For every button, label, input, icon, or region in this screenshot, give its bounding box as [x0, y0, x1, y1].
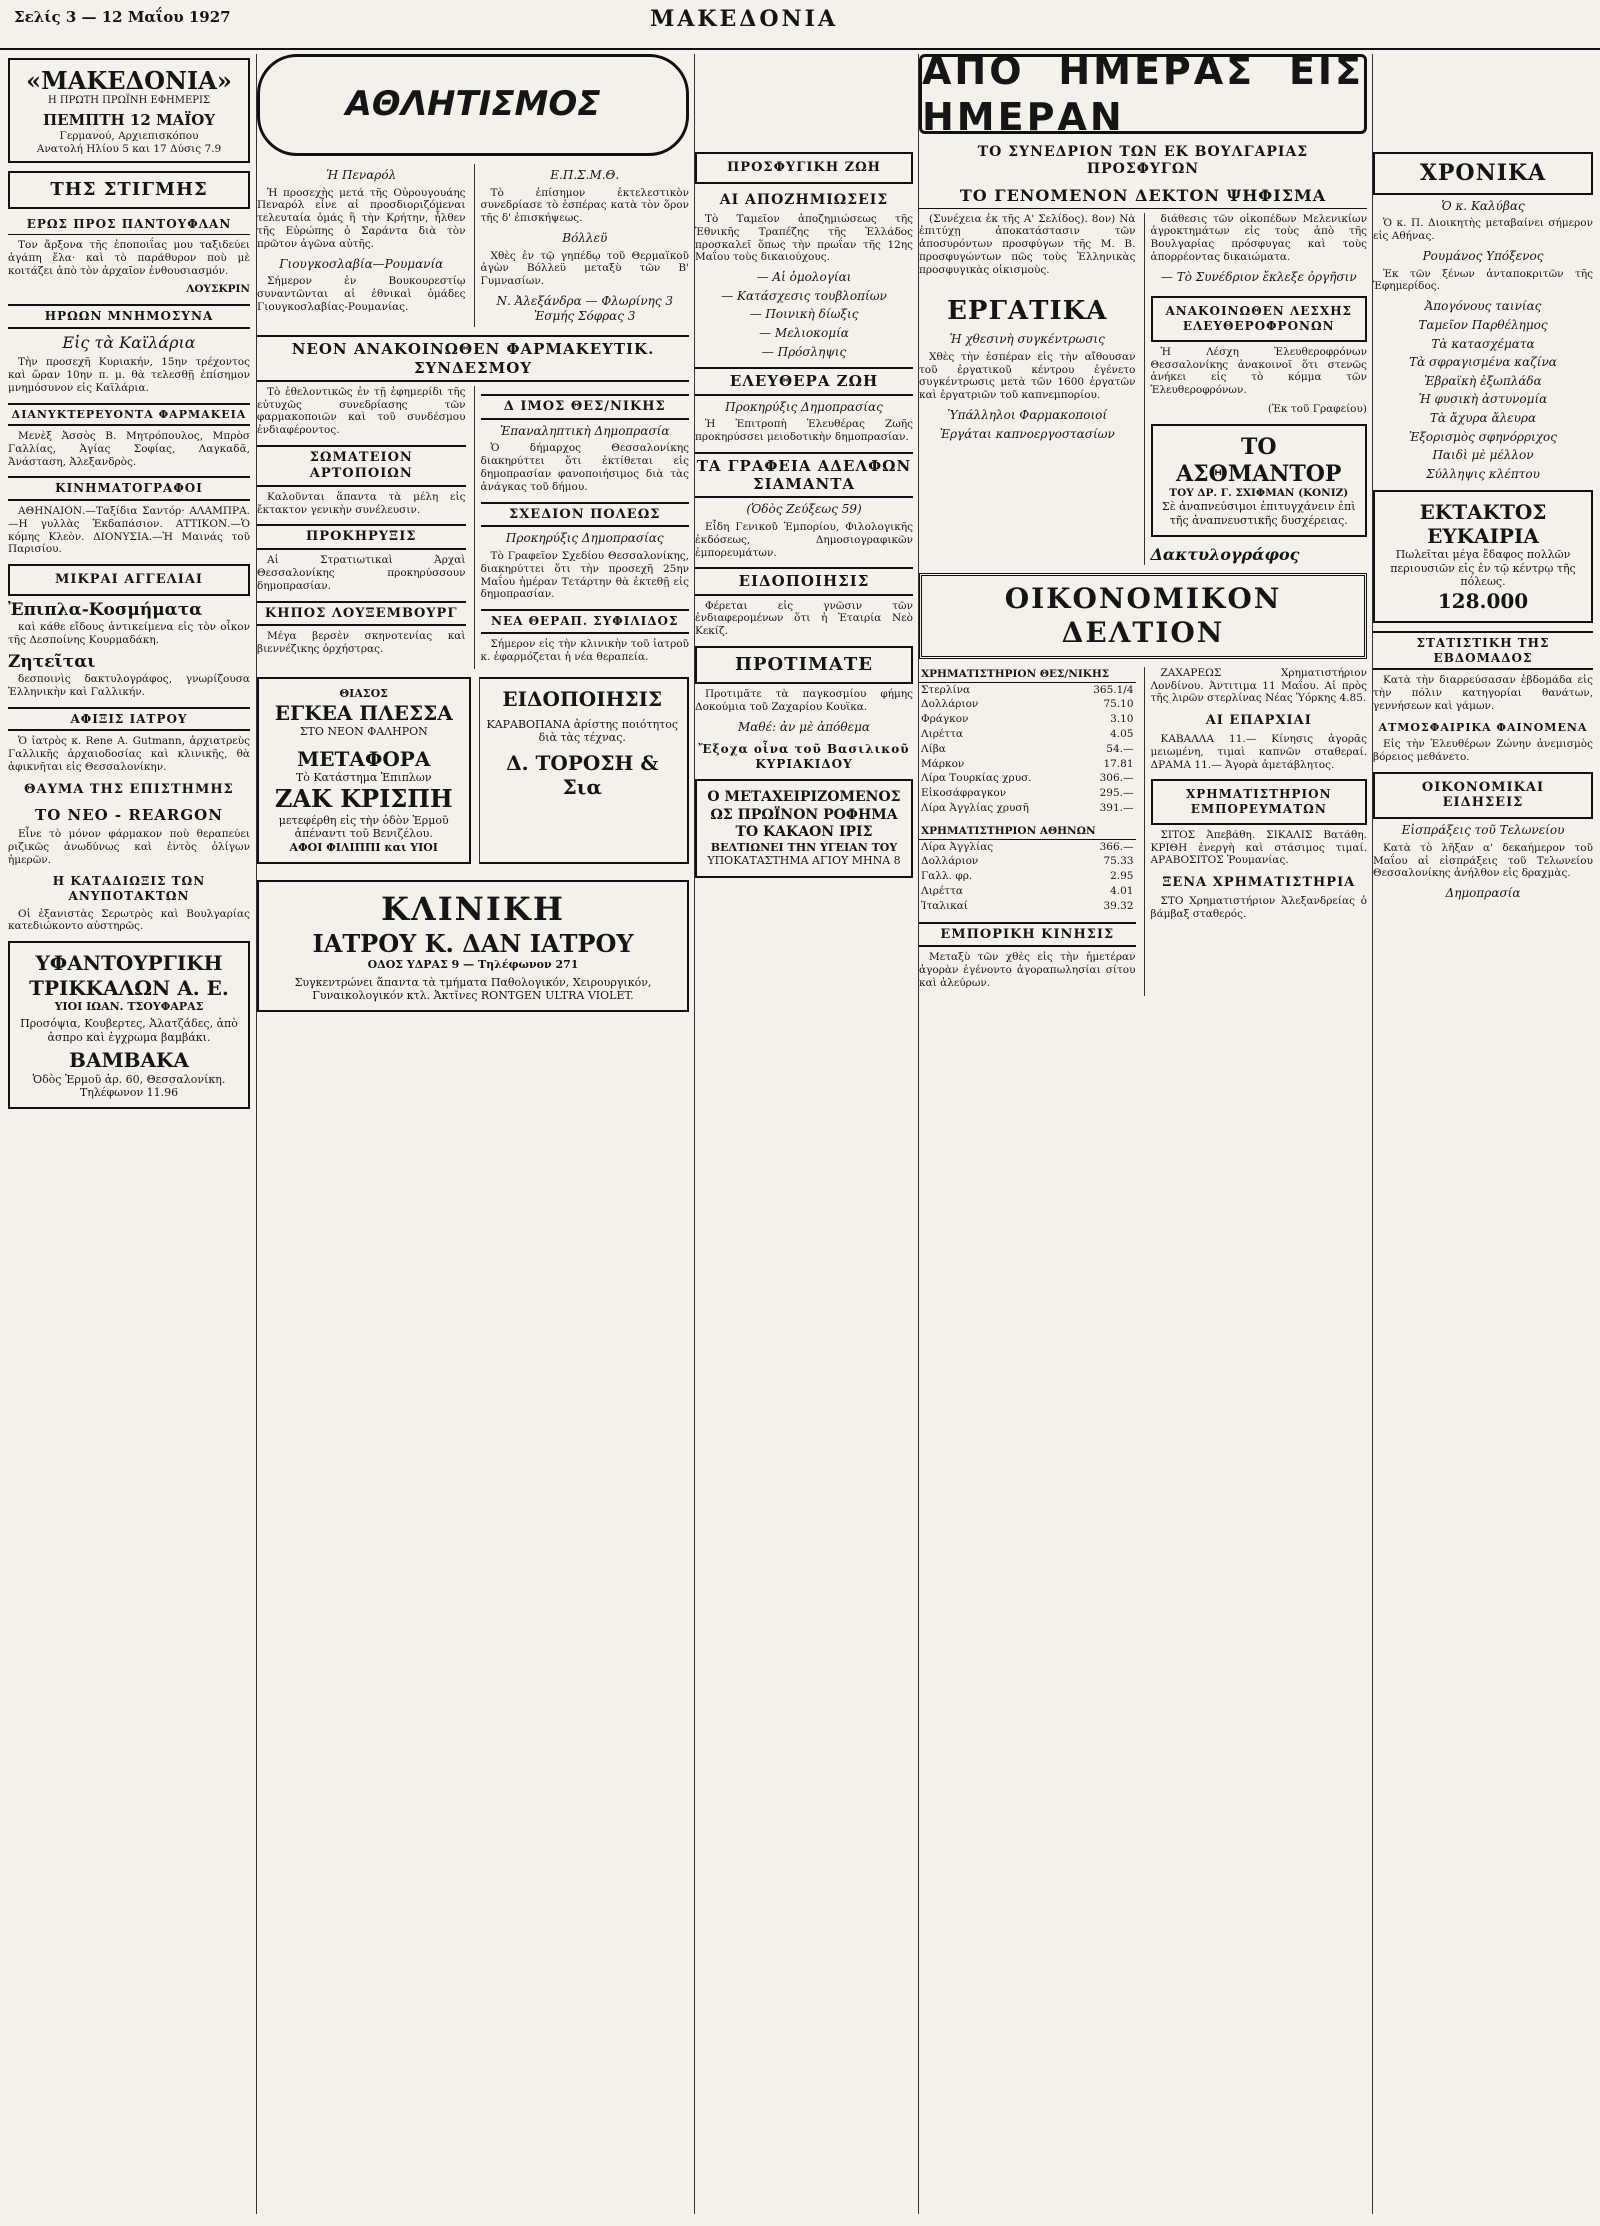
middle-right	[474, 386, 690, 670]
column-4	[918, 54, 1367, 2214]
clinic-address: ΟΔΟΣ ΥΔΡΑΣ 9 — Τηλέφωνον 271	[367, 958, 579, 972]
sports-right-title3: Ν. Ἀλεξάνδρα — Φλωρίνης 3 Ἐσμής Σόφρας 3	[496, 294, 673, 323]
sports-right-title: Ε.Π.Σ.Μ.Θ.	[550, 168, 620, 182]
finance-left	[919, 667, 1136, 996]
exchange-value: 306.—	[1099, 772, 1134, 785]
labor-row	[919, 288, 1367, 564]
chronicles-sec9: Τὰ ἄχυρα ἄλευρα	[1429, 411, 1537, 426]
exchange-heading: ΧΡΗΜΑΤΙΣΤΗΡΙΟΝ ΘΕΣ/ΝΙΚΗΣ	[919, 667, 1136, 682]
classified-2-title: Ζητεῖται	[8, 652, 96, 673]
science-body: Εἶνε τὸ μόνον φάρμακον ποὺ θεραπεύει ριζικῶς ἀνωδύνως καὶ ἐντὸς ὀλίγων ἡμερῶν.	[8, 827, 250, 866]
masthead-date: Σελίς 3 — 12 Μαΐου 1927	[14, 8, 231, 26]
masthead-paper: ΜΑΚΕΔΟΝΙΑ	[650, 6, 839, 32]
proclamations-title: ΠΡΟΚΗΡΥΞΙΣ	[257, 524, 466, 550]
exchange-name: Στερλίνα	[921, 683, 971, 696]
bulgarian-sec: — Τὸ Συνέδριον ἔκλεξε ὀργῆσιν	[1160, 269, 1357, 284]
exchange-name: Ἰταλικαί	[921, 899, 968, 912]
refugee-heading: ΠΡΟΣΦΥΓΙΚΗ ΖΩΗ	[695, 152, 913, 184]
exchange-value: 4.01	[1110, 884, 1134, 897]
sports-right	[474, 164, 690, 327]
sports-right-body: Τὸ ἐπίσημον ἐκτελεστικὸν συνεδρίασε τὸ ἑσπέρας κατὰ τὸν ὅρον τῆς δ' ἐπισκήψεως.	[480, 186, 689, 225]
chronicles-sec5: Τὰ κατασχέματα	[1431, 336, 1535, 351]
moments-title: ΕΡΩΣ ΠΡΟΣ ΠΑΝΤΟΥΦΛΑΝ	[8, 217, 250, 235]
exchange-athens-heading: ΧΡΗΜΑΤΙΣΤΗΡΙΟΝ ΑΘΗΝΩΝ	[919, 824, 1136, 839]
middle-left	[257, 386, 466, 670]
town-plan-body: Τὸ Γραφεῖον Σχεδίου Θεσσαλονίκης, διακηρύττει ὅτι τὴν προσεχῆ 25ην Μαΐου ἡμέραν Τετάρτην θὰ ἐκτεθῇ εἰς δημοπρασίαν.	[480, 550, 689, 601]
exchange-athens-table	[919, 824, 1136, 914]
labor-body: Χθὲς τὴν ἑσπέραν εἰς τὴν αἴθουσαν τοῦ ἐργατικοῦ κέντρου ἐγένετο συγκέντρωσις μετὰ τῶν 1600 ἐργατῶν καὶ ἐργατριῶν τοῦ καπνεμπορίου.	[919, 350, 1136, 402]
refugee-body: Τὸ Ταμεῖον ἀποζημιώσεως τῆς Ἐθνικῆς Τραπέζης τῆς Ἑλλάδος προσκαλεῖ ὅπως τὴν πρωΐαν τῆς 12ης Μαΐου τοὺς δικαιούχους.	[695, 212, 913, 264]
town-plan-sub: Προκηρύξις Δημοπρασίας	[505, 531, 664, 546]
table-row	[919, 884, 1136, 899]
protimate-title: ΠΡΟΤΙΜΑΤΕ	[695, 646, 913, 684]
trade-body: Μεταξὺ τῶν χθὲς εἰς τὴν ἡμετέραν ἀγορὰν ἐγένοντο ἀγοραπωλησίαι σίτου καὶ ἀλεύρων.	[919, 951, 1136, 990]
doctor-body: Ὁ ἰατρὸς κ. Rene A. Gutmann, ἀρχιατρεὺς Γαλλικῆς ἀρχαιοδοσίας καὶ κλινικῆς, θὰ ἀφικνῆται εἰς Θεσσαλονίκην.	[8, 735, 250, 773]
table-row	[919, 786, 1136, 801]
ads-row	[257, 669, 689, 871]
wine-body: Ἔξοχα οἶνα τοῦ Βασιλικοῦ ΚΥΡΙΑΚΙΔΟΥ	[698, 742, 910, 771]
moments-body: Τον ἄρξονα τῆς ἑποποιΐας μου ταξιδεύει ἀγάπη ἔλα· καὶ τὸ παράθυρον ποὺ μὲ κοιτάζει ἀπὸ τὸν ἀρχαῖον ἐνθουσιασμόν.	[8, 238, 250, 277]
clinic-ad	[257, 880, 689, 1013]
chronicles-sec1: Ὁ κ. Καλύβας	[1441, 198, 1525, 213]
bulgarian-body-right: διάθεσις τῶν οἰκοπέδων Μελενικίων ἀγροκτημάτων εἰς τοὺς ἀπὸ τῆς Βουλγαρίας πρόσφυγας καὶ τοὺς ἀπορρέοντας δικαιώματα.	[1150, 212, 1367, 264]
table-row	[919, 697, 1136, 712]
trade-title: ΕΜΠΟΡΙΚΗ ΚΙΝΗΣΙΣ	[919, 922, 1136, 948]
economic-sec: Δημοπρασία	[1445, 886, 1521, 901]
labor	[919, 288, 1136, 564]
sale-price: 128.000	[1437, 588, 1529, 613]
textile-address: Ὁδὸς Ἐρμοῦ ἀρ. 60, Θεσσαλονίκη. Τηλέφωνον 11.96	[32, 1072, 226, 1099]
nameplate-title: «ΜΑΚΕΔΟΝΙΑ»	[26, 66, 232, 95]
clinic-label: ΚΛΙΝΙΚΗ	[381, 889, 565, 928]
weather-body: Εἰς τὴν Ἐλευθέρων Ζώνην ἀνεμισμὸς βόρειος μεθάνετο.	[1373, 737, 1593, 763]
table-row	[919, 682, 1136, 697]
sports-title: ΑΘΛΗΤΙΣΜΟΣ	[257, 54, 689, 156]
middle-columns	[257, 386, 689, 670]
moments-heading: ΤΗΣ ΣΤΙΓΜΗΣ	[8, 171, 250, 209]
labor-sub: Ἡ χθεσινὴ συγκέντρωσις	[949, 332, 1105, 347]
cocoa-ad	[695, 779, 913, 877]
exchange-value: 2.95	[1110, 870, 1134, 883]
exchange-name: Λίρα Ἀγγλίας	[921, 840, 994, 853]
sports-left-body: Ἡ προσεχὴς μετά τῆς Οὐρουγουάης Πεναρόλ εἶνε αἱ προσδιοριζόμεναι τελευταία ὁμάς ἢ τὴν Κρήτην, ἦλθεν τῆς Εὐρώπης ὁ Σαράντα διὰ τὸν πρῶτον ἀγῶνα αὐτῆς.	[257, 186, 466, 250]
bulgarian-sub: ΤΟ ΓΕΝΟΜΕΝΟΝ ΔΕΚΤΟΝ ΨΗΦΙΣΜΑ	[919, 186, 1367, 209]
theater-body: μετεφέρθη εἰς τὴν ὁδὸν Ἑρμοῦ ἀπέναντι τοῦ Βενιζέλου.	[278, 813, 449, 841]
theater-title: ΕΓΚΕΑ ΠΛΕΣΣΑ	[274, 700, 453, 725]
chronicles-sec4: Ταμεῖον Παρθέλημος	[1418, 317, 1548, 332]
chronicles-body2: Ἐκ τῶν ξένων ἀνταποκριτῶν τῆς Ἐφημερίδος.	[1373, 267, 1593, 293]
persecution-body: Οἱ ἐξανιστὰς Σερωτρὸς καὶ Βουλγαρίας κατεδιώκοντο αὐστηρῶς.	[8, 907, 250, 933]
sports-left-body2: Σήμερον ἐν Βουκουρεστίῳ συναντῶνται αἱ ἐθνικαὶ ὁμάδες Γιουγκοσλαβίας-Ρουμανίας.	[257, 275, 466, 313]
table-row	[919, 869, 1136, 884]
nameplate-date: ΠΕΜΠΤΗ 12 ΜΑΪΟΥ	[42, 111, 216, 130]
chronicles-sec3: Ἀπογόνους ταινίας	[1424, 299, 1542, 314]
exchange-value: 17.81	[1103, 757, 1134, 770]
table-row	[919, 712, 1136, 727]
economic-title: ΟΙΚΟΝΟΜΙΚΑΙ ΕΙΔΗΣΕΙΣ	[1373, 772, 1593, 820]
chronicles-sec10: Ἐξορισμὸς σφηνόρριχος	[1409, 429, 1557, 444]
theater-sub: ΣΤΟ ΝΕΟΝ ΦΑΛΗΡΟΝ	[299, 725, 428, 739]
typist-ad: Δακτυλογράφος	[1150, 544, 1300, 564]
bakers-body: Καλοῦνται ἅπαντα τὰ μέλη εἰς ἔκτακτον γενικὴν συνέλευσιν.	[257, 490, 466, 516]
science-heading: ΘΑΥΜΑ ΤΗΣ ΕΠΙΣΤΗΜΗΣ	[24, 781, 234, 797]
garden-body: Μέγα βερσὲν σκηνοτενίας καὶ βιεννέζικης ὀρχήστρας.	[257, 630, 466, 656]
textile-title: ΥΦΑΝΤΟΥΡΓΙΚΗ ΤΡΙΚΚΑΛΩΝ Α. Ε.	[29, 951, 229, 1000]
day-to-day-banner: ΑΠΟ ΗΜΕΡΑΣ ΕΙΣ ΗΜΕΡΑΝ	[919, 54, 1367, 134]
chronicles-title: ΧΡΟΝΙΚΑ	[1373, 152, 1593, 195]
cocoa-address: ΥΠΟΚΑΤΑΣΤΗΜΑ ΑΓΙΟΥ ΜΗΝΑ 8	[707, 854, 901, 868]
cocoa-sub: ΒΕΛΤΙΩΝΕΙ ΤΗΝ ΥΓΕΙΑΝ ΤΟΥ	[710, 840, 898, 854]
announcement-body: Ἡ Λέσχη Ἐλευθεροφρόνων Θεσσαλονίκης ἀνακοινοῖ ὅτι στενῶς ἀνήκει εἰς τὸ κόμμα τῶν Ἐλευθεροφρόνων.	[1150, 345, 1367, 397]
notice-body: Φέρεται εἰς γνῶσιν τῶν ἐνδιαφερομένων ὅτι ἡ Ἑταιρία Νεὸ Κεκίζ.	[695, 599, 913, 638]
table-row	[919, 727, 1136, 742]
asthmador-sub: ΤΟΥ ΔΡ. Γ. ΣΧΙΦΜΑΝ (KONIZ)	[1169, 487, 1349, 500]
nameplate-subtitle: Η ΠΡΩΤΗ ΠΡΩΪΝΗ ΕΦΗΜΕΡΙΣ	[47, 95, 211, 107]
chronicles-sec6: Τὰ σφραγισμένα καζίνα	[1409, 355, 1557, 370]
labor-sec2: Ἐργάται καπνοεργοστασίων	[939, 426, 1115, 441]
bulgarian-right	[1144, 213, 1368, 289]
exchange-value: 75.33	[1103, 855, 1134, 868]
exchange-name: Γαλλ. φρ.	[921, 870, 973, 883]
theater-owner: ΑΦΟΙ ΦΙΛΙΠΠΙ και ΥΙΟΙ	[289, 840, 438, 854]
textile-ad	[8, 941, 250, 1109]
announcement	[1144, 288, 1368, 564]
column-2	[256, 54, 689, 2214]
theater-ad	[257, 677, 471, 863]
moments-signature: ΛΟΥΣΚΡΙΝ	[186, 283, 250, 296]
sports-right-body2: Χθὲς ἐν τῷ γηπέδῳ τοῦ Θερμαϊκοῦ ἀγὼν Βόλλεϋ μεταξὺ τῶν Β' Γυμνασίων.	[480, 249, 689, 288]
sports-columns	[257, 164, 689, 327]
classified-2-body: δεσποινὶς δακτυλογράφος, γνωρίζουσα Ἑλληνικὴν καὶ Γαλλικήν.	[8, 673, 250, 698]
science-title: ΤΟ NEO - REARGON	[35, 805, 223, 824]
persecution-heading: Η ΚΑΤΑΔΙΩΞΙΣ ΤΩΝ ΑΝΥΠΟΤΑΚΤΩΝ	[52, 874, 206, 903]
chronicles-sec2: Ρουμάνος Υπόξενος	[1422, 249, 1544, 264]
exchange-name: Λιρέττα	[921, 884, 964, 897]
exchange-value: 295.—	[1099, 787, 1134, 800]
asthmador-title: ΤΟ ΑΣΘΜΑΝΤΟΡ	[1176, 433, 1342, 487]
offices-body: Εἶδη Γενικοῦ Ἐμπορίου, Φιλολογικῆς ἐκδόσεως, Δημοσιογραφικῶν ἐμπορευμάτων.	[695, 520, 913, 559]
provinces-title: ΑΙ ΕΠΑΡΧΙΑΙ	[1205, 713, 1312, 729]
notice-title: ΕΙΔΟΠΟΙΗΣΙΣ	[695, 567, 913, 595]
finance-right	[1144, 667, 1368, 996]
exchange-name: Μάρκον	[921, 757, 965, 770]
exchange-name: Λίβα	[921, 742, 946, 755]
offices-title: ΤΑ ΓΡΑΦΕΙΑ ΑΔΕΛΦΩΝ ΣΙΑΜΑΝΤΑ	[695, 452, 913, 499]
exchange-value: 75.10	[1103, 698, 1134, 711]
column-3	[694, 54, 913, 2214]
refugee-sec1: — Αἱ ὁμολογίαι	[756, 270, 852, 285]
municipal-title: Δ ΙΜΟΣ ΘΕΣ/ΝΙΚΗΣ	[481, 394, 690, 420]
chronicles-sec7: Ἑβραϊκὴ ἐξωπλάδα	[1424, 373, 1542, 388]
clinic-body: Συγκεντρώνει ἅπαντα τὰ τμήματα Παθολογικόν, Χειρουργικόν, Γυναικολογικόν κτλ. Ἀκτῖνες RONTGEN ULTRA VIOLET.	[294, 975, 652, 1003]
exchange-name: Λίρα Ἀγγλίας χρυσῆ	[921, 801, 1029, 814]
table-row	[919, 742, 1136, 757]
textile-product: ΒΑΜΒΑΚΑ	[69, 1048, 189, 1073]
exchange-name: Λίρα Τουρκίας χρυσ.	[921, 772, 1032, 785]
exchange-value: 54.—	[1106, 742, 1134, 755]
classified-1-body: καὶ κάθε εἴδους ἀντικείμενα εἰς τὸν οἶκον τῆς Δεσποίνης Κουρμαδάκη.	[8, 620, 250, 646]
theater-play-sub: Τὸ Κατάστημα Ἐπιπλων	[295, 771, 432, 785]
exchange-name: Δολλάριον	[921, 698, 979, 711]
labor-title: ΕΡΓΑΤΙΚΑ	[947, 296, 1108, 327]
classifieds-heading: ΜΙΚΡΑΙ ΑΓΓΕΛΙΑΙ	[8, 564, 250, 596]
heroes-body: Τὴν προσεχῆ Κυριακήν, 15ην τρέχοντος καὶ ὥραν 10ην π. μ. θὰ τελεσθῇ ἐπίσημον μνημόσυνον εἰς Καϊλάρια.	[8, 356, 250, 394]
cinemas-body: ΑΘΗΝΑΙΟΝ.—Ταξίδια Σαντόρ· ΑΛΑΜΠΡΑ.—Η γυλλὰς Ἐκδαπάσιον. ΑΤΤΙΚΟΝ.—Ὁ κόμης Κλεὸν. ΔΙΟΝΥΣΙΑ.—Ἡ Μαινάς τοῦ Παρισίου.	[8, 505, 250, 556]
bulgarian-title: ΤΟ ΣΥΝΕΔΡΙΟΝ ΤΩΝ ΕΚ ΒΟΥΛΓΑΡΙΑΣ ΠΡΟΣΦΥΓΩΝ	[977, 144, 1309, 178]
exchange-name: Φράγκον	[921, 713, 969, 726]
free-life-title: ΕΛΕΥΘΕΡΑ ΖΩΗ	[695, 367, 913, 395]
column-5	[1372, 54, 1593, 2214]
theater-play-title: ΖΑΚ ΚΡΙΣΠΗ	[274, 784, 453, 814]
exchange-name: Λιρέττα	[921, 728, 964, 740]
refugee-sec5: — Πρόσληψις	[761, 344, 847, 359]
heroes-title: Εἰς τὰ Καϊλάρια	[62, 332, 196, 352]
syphilis-title: ΝΕΑ ΘΕΡΑΠ. ΣΥΦΙΛΙΔΟΣ	[481, 609, 690, 634]
karavana-shop: Δ. ΤΟΡΟΣΗ & Σια	[506, 750, 659, 800]
municipal-sub: Ἐπαναληπτικὴ Δημοπρασία	[500, 423, 670, 438]
exchange-value: 365.1/4	[1093, 683, 1134, 696]
sports-right-title2: Βόλλεϋ	[562, 231, 608, 246]
zacharias-body: ΖΑΧΑΡΕΩΣ Χρηματιστήριον Λονδίνου. Ἀντιτιμα 11 Μαΐου. Αἱ πρὸς τῆς λιρῶν στερλίνας Νέας Ὑόρκης 4.85.	[1150, 666, 1367, 705]
classified-1-title: Ἐπιπλα-Κοσμήματα	[8, 600, 203, 621]
free-life-body: Ἡ Ἐπιτροπὴ Ἐλευθέρας Ζωῆς προκηρύσσει μειοδοτικὴν δημοπρασίαν.	[695, 418, 913, 443]
cocoa-title: Ο ΜΕΤΑΧΕΙΡΙΖΟΜΕΝΟΣ ΩΣ ΠΡΩΪΝΟΝ ΡΟΦΗΜΑ ΤΟ ΚΑΚΑΟΝ ΙΡΙΣ	[707, 789, 901, 840]
offices-sub: (Ὁδὸς Ζεύξεως 59)	[746, 502, 862, 517]
nameplate	[8, 58, 250, 163]
finance-title: ΟΙΚΟΝΟΜΙΚΟΝ ΔΕΛΤΙΟΝ	[919, 573, 1367, 659]
sale-body: Πωλεῖται μέγα ἔδαφος πολλῶν περιουσιῶν εἰς ἐν τῷ κέντρῳ τῆς πόλεως.	[1390, 548, 1576, 589]
table-row	[919, 839, 1136, 854]
asthmador-ad	[1151, 424, 1368, 537]
chronicles-sec12: Σύλληψις κλέπτου	[1426, 466, 1540, 481]
foreign-body: ΣΤΟ Χρηματιστήριον Ἀλεξανδρείας ὁ βάμβαξ σταθερός.	[1150, 894, 1367, 920]
column-1	[8, 54, 250, 2214]
sports-left-title: Ἡ Πεναρόλ	[326, 168, 397, 182]
chronicles-sec11: Παιδὶ μὲ μέλλον	[1432, 448, 1534, 463]
table-row	[919, 801, 1136, 816]
garden-title: ΚΗΠΟΣ ΛΟΥΞΕΜΒΟΥΡΓ	[257, 601, 466, 627]
chronicles-sec8: Ἡ φυσικὴ ἀστυνομία	[1418, 392, 1548, 407]
exchange-table	[919, 667, 1136, 816]
free-life-sub: Προκηρύξις Δημοπρασίας	[725, 399, 883, 414]
textile-sub: ΥΙΟΙ ΙΩΑΝ. ΤΣΟΥΦΑΡΑΣ	[54, 999, 204, 1013]
table-row	[919, 899, 1136, 914]
karavana-body: ΚΑΡΑΒΟΠΑΝΑ ἀρίστης ποιότητος διὰ τὰς τέχνας.	[486, 717, 679, 745]
table-row	[919, 854, 1136, 869]
pharma-notice-body: Τὸ ἐθελοντικῶς ἐν τῇ ἐφημερίδι τῆς εὐτυχῶς συνεδρίασης τῶν φαρμακοποιῶν καὶ τοῦ συνδέσμου ἐνδιαφέροντος.	[257, 385, 466, 437]
doctor-heading: ΑΦΙΞΙΣ ΙΑΤΡΟΥ	[8, 707, 250, 732]
weather-title: ΑΤΜΟΣΦΑΙΡΙΚΑ ΦΑΙΝΟΜΕΝΑ	[1378, 720, 1588, 734]
chronicles-body1: Ὁ κ. Π. Διοικητὴς μεταβαίνει σήμερον εἰς Αθήνας.	[1373, 217, 1593, 243]
sports-left-title2: Γιουγκοσλαβία—Ρουμανία	[279, 256, 444, 271]
protimate-body: Προτιμᾶτε τὰ παγκοσμίου φήμης Δοκούμια τοῦ Ζαχαρίου Κουϊκα.	[695, 688, 913, 713]
bakers-title: ΣΩΜΑΤΕΙΟΝ ΑΡΤΟΠΟΙΩΝ	[257, 445, 466, 487]
heroes-heading: ΗΡΩΩΝ ΜΝΗΜΟΣΥΝΑ	[8, 304, 250, 329]
exchange-name: Εἰκοσάφραγκον	[921, 787, 1007, 800]
exchange-value: 39.32	[1103, 899, 1134, 912]
table-row	[919, 771, 1136, 786]
town-plan-title: ΣΧΕΔΙΟΝ ΠΟΛΕΩΣ	[481, 502, 690, 528]
economic-body: Κατὰ τὸ λῆξαν α' δεκαήμερον τοῦ Μαΐου αἱ εἰσπράξεις τοῦ Τελωνείου Θεσσαλονίκης ἀνήλθον εἰς δραχμὰς.	[1373, 841, 1593, 880]
announcement-source: (Ἐκ τοῦ Γραφείου)	[1267, 402, 1367, 415]
syphilis-body: Σήμερον εἰς τὴν κλινικὴν τοῦ ἰατροῦ κ. ἐφαρμόζεται ἡ νέα θεραπεία.	[480, 637, 689, 663]
refugee-sec3: — Ποινικὴ δίωξις	[749, 307, 859, 322]
commodities-body: ΣΙΤΟΣ Ἀπεβάθη. ΣΙΚΑΛΙΣ Βατάθη. ΚΡΙΘΗ ἐνεργὴ καὶ στάσιμος τιμαί. ΑΡΑΒΟΣΙΤΟΣ Ῥουμανίας.	[1150, 828, 1367, 867]
exchange-value: 4.05	[1110, 728, 1134, 740]
refugee-title: ΑΙ ΑΠΟΖΗΜΙΩΣΕΙΣ	[719, 191, 889, 208]
theater-label: ΘΙΑΣΟΣ	[339, 687, 388, 701]
exchange-value: 3.10	[1110, 713, 1134, 726]
weekly-body: Κατὰ τὴν διαρρεύσασαν ἑβδομάδα εἰς τὴν πόλιν κατηγορίαι θανάτων, γεννήσεων καὶ γάμων.	[1373, 674, 1593, 712]
pharmacies-body: Μενὲξ Ἀσσὸς Β. Μητρόπουλος, Μπρὸσ Γαλλίας, Ἀγίας Σοφίας, Λαγκαδᾶ, Ἀνάσταση, Ἀλεξανδρὸς.	[8, 430, 250, 468]
clinic-title: ΙΑΤΡΟΥ Κ. ΔΑΝ ΙΑΤΡΟΥ	[312, 928, 634, 958]
weekly-title: ΣΤΑΤΙΣΤΙΚΗ ΤΗΣ ΕΒΔΟΜΑΔΟΣ	[1373, 631, 1593, 670]
exchange-name: Δολλάριον	[921, 855, 979, 868]
economic-sub: Εἰσπράξεις τοῦ Τελωνείου	[1401, 823, 1565, 838]
table-row	[919, 757, 1136, 772]
announcement-title: ΑΝΑΚΟΙΝΩΘΕΝ ΛΕΣΧΗΣ ΕΛΕΥΘΕΡΟΦΡΟΝΩΝ	[1151, 296, 1368, 341]
exchange-value: 391.—	[1099, 801, 1134, 814]
pharmacies-heading: ΔΙΑΝΥΚΤΕΡΕΥΟΝΤΑ ΦΑΡΜΑΚΕΙΑ	[8, 403, 250, 426]
municipal-body: Ὁ δήμαρχος Θεσσαλονίκης διακηρύττει ὅτι ἐκτίθεται εἰς δημοπρασίαν φανοποιήσιμος διὰ τὰς ἀνάγκας τοῦ δήμου.	[480, 442, 689, 493]
wine-title: Μαθέ: ἀν μὲ ἀπόθεμα	[738, 719, 870, 734]
sports-left	[257, 164, 466, 327]
finance-columns	[919, 667, 1367, 996]
sale-ad	[1373, 490, 1593, 623]
refugee-sec4: — Μελιοκομία	[759, 326, 849, 340]
karavana-ad	[479, 677, 690, 863]
bulgarian-columns	[919, 213, 1367, 289]
nameplate-saint: Γερμανού, Αρχιεπισκόπου	[59, 129, 199, 142]
commodities-title: ΧΡΗΜΑΤΙΣΤΗΡΙΟΝ ΕΜΠΟΡΕΥΜΑΤΩΝ	[1151, 779, 1368, 824]
bulgarian-left	[919, 213, 1136, 289]
proclamations-body: Αἱ Στρατιωτικαὶ Ἀρχαὶ Θεσσαλονίκης προκηρύσσουν δημοπρασίαν.	[257, 554, 466, 592]
pharma-notice-title: ΝΕΟΝ ΑΝΑΚΟΙΝΩΘΕΝ ΦΑΡΜΑΚΕΥΤΙΚ. ΣΥΝΔΕΣΜΟΥ	[257, 335, 689, 382]
theater-play-label: ΜΕΤΑΦΟΡΑ	[297, 746, 431, 771]
karavana-title: ΕΙΔΟΠΟΙΗΣΙΣ	[502, 687, 663, 712]
foreign-title: ΞΕΝΑ ΧΡΗΜΑΤΙΣΤΗΡΙΑ	[1162, 875, 1356, 891]
textile-body: Προσόψια, Κουβερτες, Ἀλατζάδες, ἀπὸ ἀσπρο καὶ ἐγχρωμα βαμβάκι.	[20, 1017, 238, 1044]
asthmador-body: Σὲ ἀναπνεύσιμοι ἐπιτυγχάνειν ἐπὶ τῆς ἀναπνευστικῆς δυσχέρειας.	[1161, 500, 1356, 527]
bulgarian-body-left: (Συνέχεια ἐκ τῆς Α' Σελίδος). 8ον) Νὰ ἐπιτύχῃ ἀποκατάστασιν τῶν ἀποσυρόντων προσφύγων τῆς Μ. Β. προσφυγώντων πῶς τοὺς Ἑλληνικὰς προσφυγικὰς οἰκισμοὺς.	[919, 212, 1136, 276]
masthead	[0, 0, 1600, 50]
provinces-body: ΚΑΒΑΛΛΑ 11.— Κίνησις ἀγορᾶς μειωμένη, τιμαὶ καπνῶν σταθεραί. ΔΡΑΜΑ 11.— Ἀγορὰ ἀμετάβλητος.	[1150, 733, 1367, 771]
nameplate-sun: Ανατολή Ηλίου 5 και 17 Δύσις 7.9	[36, 142, 222, 155]
labor-sec1: Ὑπάλληλοι Φαρμακοποιοί	[947, 408, 1108, 423]
refugee-sec2: — Κατάσχεσις τουβλοπίων	[721, 288, 887, 303]
exchange-value: 366.—	[1099, 840, 1134, 853]
sale-title: ΕΚΤΑΚΤΟΣ ΕΥΚΑΙΡΙΑ	[1419, 499, 1547, 548]
cinemas-heading: ΚΙΝΗΜΑΤΟΓΡΑΦΟΙ	[8, 476, 250, 501]
